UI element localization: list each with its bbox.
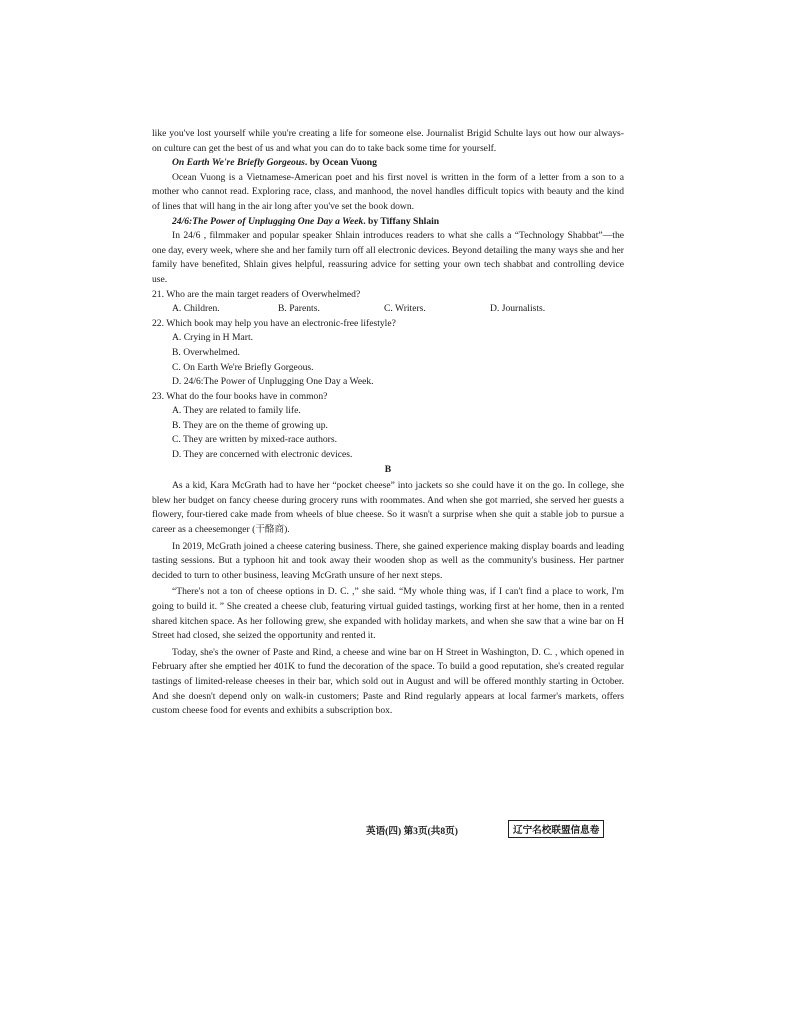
option: A. Crying in H Mart. (172, 332, 254, 344)
page-content (152, 127, 624, 719)
question-21 (152, 288, 624, 317)
page-footer (152, 820, 624, 840)
passage-b-paragraph: “There's not a ton of cheese options in D. C. ,” she said. “My whole thing was, if I can't find a place to work, I'm going to build it. ” She created a cheese club, featuring virtual guided tastings, working first at her home, then in a rented shared kitchen space. As her following grew, she expanded with holiday markets, and when she saw that a wine bar on H Street had closed, she seized the opportunity and rented it. (152, 586, 624, 642)
book-description: In 24/6 , filmmaker and popular speaker Shlain introduces readers to what she calls a “Technology Shabbat”—the one day, every week, where she and her family turn off all electronic devices. Beyond detailing the many ways she and her family have benefited, Shlain gives helpful, reassuring advice for setting your own tech shabbat and controlling device use. (152, 230, 624, 285)
option: D. Journalists. (490, 303, 546, 315)
passage-b-paragraph: As a kid, Kara McGrath had to have her “pocket cheese” into jackets so she could have it on the go. In college, she blew her budget on fancy cheese during grocery runs with roommates. And when she got married, she served her guests a flowery, four-tiered cake made from wheels of blue cheese. So it wasn't a surprise when she quit a stable job to pursue a career as a cheesemonger (干酪商). (152, 480, 624, 536)
book-title-heading (152, 156, 624, 171)
question-stem: 21. Who are the main target readers of Overwhelmed? (152, 288, 361, 300)
options-row (152, 302, 624, 317)
option: D. 24/6:The Power of Unplugging One Day a Week. (172, 376, 374, 388)
passage-a-intro: like you've lost yourself while you're creating a life for someone else. Journalist Brigid Schulte lays out how our always-on culture can get the best of us and what you can do to take back some time for yourself. (152, 128, 624, 154)
option: A. They are related to family life. (172, 405, 301, 417)
book-title: On Earth We're Briefly Gorgeous (172, 157, 305, 169)
book-description: Ocean Vuong is a Vietnamese-American poet and his first novel is written in the form of a letter from a son to a mother who cannot read. Exploring race, class, and manhood, the novel handles difficult topics with beauty and the kind of lines that will hang in the air long after you've set the book down. (152, 171, 624, 212)
passage-b-paragraph: In 2019, McGrath joined a cheese catering business. There, she gained experience making display boards and leading tasting sessions. But a typhoon hit and took away their wooden shop as well as the community's business. Her partner decided to turn to other business, leaving McGrath unsure of her next steps. (152, 540, 624, 581)
question-22 (152, 317, 624, 390)
book-title: 24/6:The Power of Unplugging One Day a Week (172, 215, 364, 227)
passage-b-paragraph: Today, she's the owner of Paste and Rind, a cheese and wine bar on H Street in Washington, D. C. , which opened in February after she emptied her 401K to fund the decoration of the space. To build a good reputation, she's created regular tastings of limited-release cheeses in their bar, which sold out in August and will be offered monthly starting in October. And she doesn't depend only on walk-in customers; Paste and Rind regularly appears at local farmer's markets, offers custom cheese food for events and exhibits a subscription box. (152, 646, 624, 717)
page-number: 英语(四) 第3页(共8页) (366, 826, 458, 837)
option: B. Parents. (278, 303, 320, 315)
question-stem: 22. Which book may help you have an electronic-free lifestyle? (152, 317, 396, 329)
book-author: . by Ocean Vuong (304, 157, 377, 169)
book-title-heading (152, 215, 624, 230)
section-label: B (384, 463, 392, 475)
question-23 (152, 390, 624, 463)
publisher-label: 辽宁名校联盟信息卷 (508, 820, 604, 838)
option: C. They are written by mixed-race authors. (172, 434, 337, 446)
option: C. On Earth We're Briefly Gorgeous. (172, 361, 314, 373)
book-author: . by Tiffany Shlain (363, 215, 440, 227)
option: D. They are concerned with electronic devices. (172, 449, 353, 461)
option: B. Overwhelmed. (172, 346, 240, 358)
option: B. They are on the theme of growing up. (172, 419, 328, 431)
option: C. Writers. (384, 303, 426, 315)
option: A. Children. (172, 303, 220, 315)
question-stem: 23. What do the four books have in common? (152, 390, 328, 402)
